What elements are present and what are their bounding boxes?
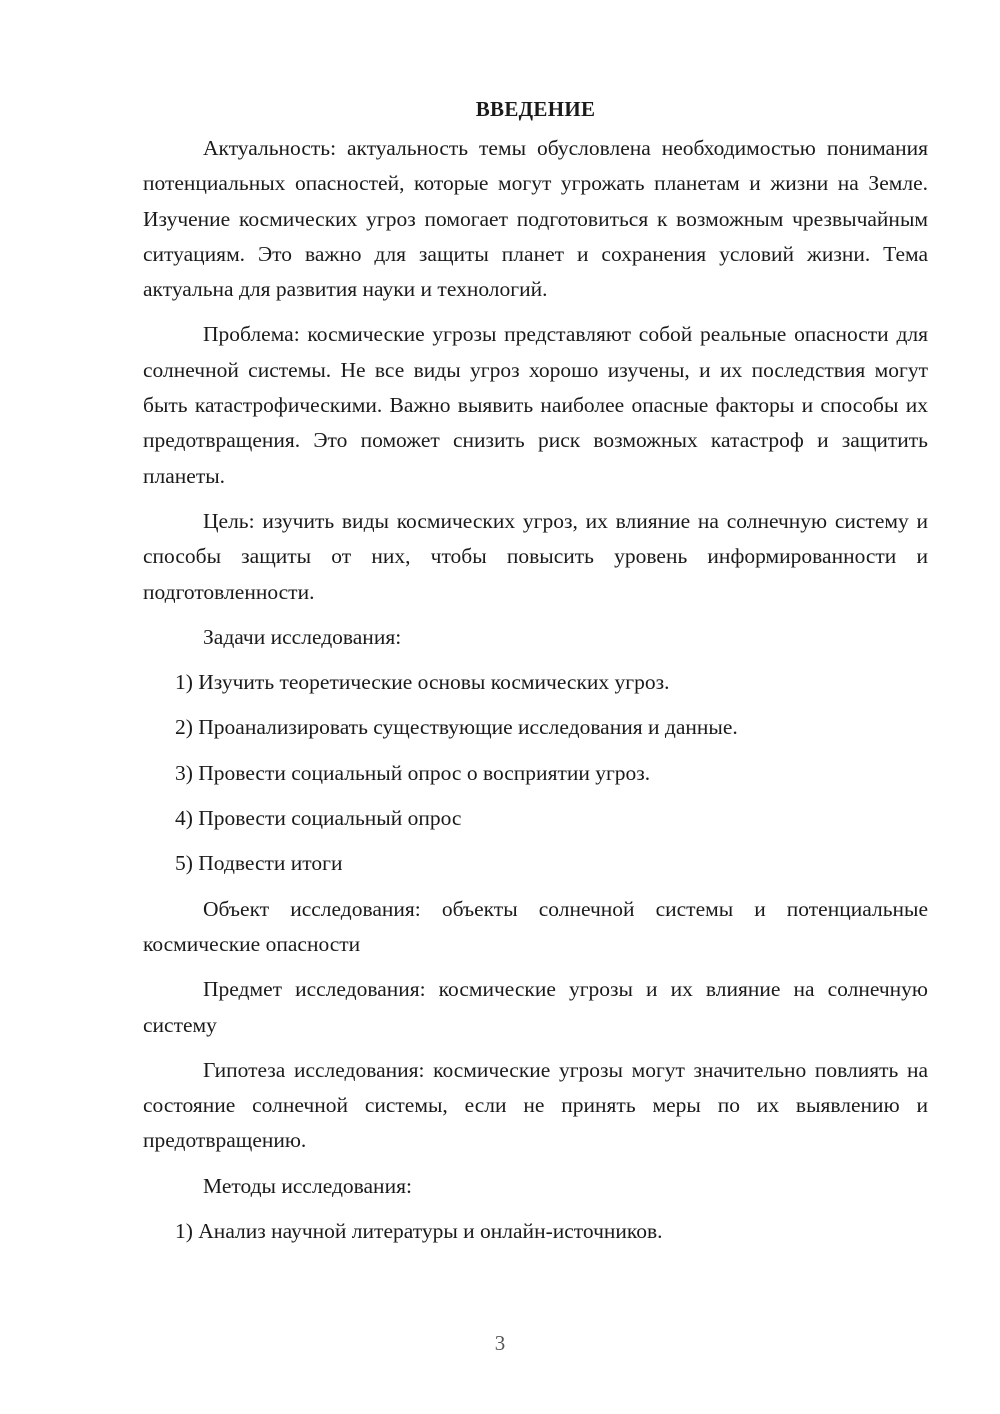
tasks-title: Задачи исследования: [203, 624, 402, 649]
document-page [143, 92, 928, 1259]
page-number: 3 [494, 1331, 506, 1355]
task-item-2: 2) Проанализировать существующие исследования и данные. [175, 715, 738, 740]
task-item-3: 3) Провести социальный опрос о восприятии угроз. [175, 760, 651, 785]
paragraph-relevance: Актуальность: актуальность темы обусловлена необходимостью понимания потенциальных опасностей, которые могут угрожать планетам и жизни на Земле. Изучение космических угроз помогает подготовиться к возможным чрезвычайным ситуациям. Это важно для защиты планет и сохранения условий жизни. Тема актуальна для развития науки и технологий. [143, 136, 928, 302]
paragraph-object: Объект исследования: объекты солнечной системы и потенциальные космические опасности [143, 896, 928, 956]
task-item-5: 5) Подвести итоги [175, 851, 343, 876]
task-item-4: 4) Провести социальный опрос [175, 806, 462, 831]
task-item-1: 1) Изучить теоретические основы космических угроз. [175, 670, 670, 695]
method-item-1: 1) Анализ научной литературы и онлайн-источников. [175, 1219, 663, 1244]
paragraph-goal: Цель: изучить виды космических угроз, их влияние на солнечную систему и способы защиты от них, чтобы повысить уровень информированности и подготовленности. [143, 508, 928, 604]
paragraph-problem: Проблема: космические угрозы представляют собой реальные опасности для солнечной системы. Не все виды угроз хорошо изучены, и их последствия могут быть катастрофическими. Важно выявить наиболее опасные факторы и способы их предотвращения. Это поможет снизить риск возможных катастроф и защитить планеты. [143, 322, 928, 488]
paragraph-subject: Предмет исследования: космические угрозы и их влияние на солнечную систему [143, 977, 928, 1037]
section-heading: ВВЕДЕНИЕ [475, 97, 596, 121]
methods-title: Методы исследования: [203, 1173, 412, 1198]
paragraph-hypothesis: Гипотеза исследования: космические угрозы могут значительно повлиять на состояние солнечной системы, если не принять меры по их выявлению и предотвращению. [143, 1057, 928, 1153]
